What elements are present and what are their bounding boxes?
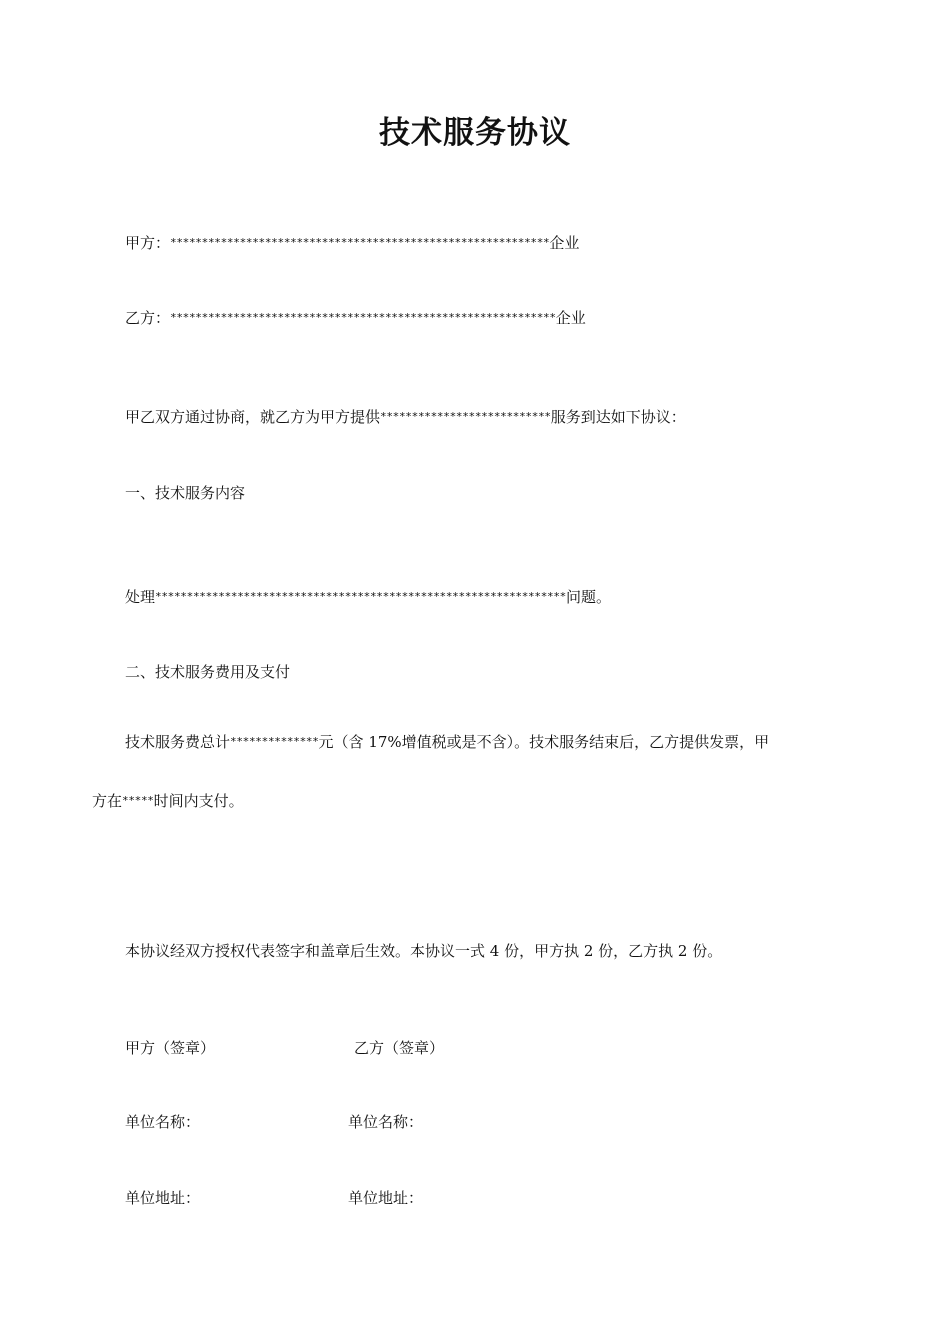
section-2-heading: 二、技术服务费用及支付 [125,663,291,681]
party-a-line [125,232,579,254]
party-b-signature-label: 乙方（签章） [354,1039,445,1057]
intro-prefix: 甲乙双方通过协商，就乙方为甲方提供 [125,408,381,426]
intro-suffix: 服务到达如下协议： [550,408,686,426]
party-a-name-mask: ************************************************************ [170,236,550,249]
fee-paragraph-line-2 [92,790,244,812]
party-b-unit-address: 单位地址： [348,1189,424,1207]
fee-paragraph-line-1 [125,731,870,753]
party-a-signature-label: 甲方（签章） [125,1039,216,1057]
party-b-name-mask: ************************************************************* [170,311,556,324]
fee-line2-suffix: 时间内支付。 [153,792,244,810]
document-title: 技术服务协议 [379,115,571,151]
validity-clause: 本协议经双方授权代表签字和盖章后生效。本协议一式 4 份，甲方执 2 份，乙方执 2 份。 [125,942,723,960]
content-mask: ***************************************************************** [155,590,566,603]
party-a-unit-name: 单位名称： [125,1113,201,1131]
party-a-unit-address: 单位地址： [125,1189,201,1207]
intro-service-mask: *************************** [380,410,551,423]
content-suffix: 问题。 [565,588,611,606]
content-prefix: 处理 [125,588,156,606]
fee-middle: 元（含 17%增值税或是不含）。技术服务结束后，乙方提供发票，甲 [318,733,770,751]
party-b-unit-name: 单位名称： [348,1113,424,1131]
party-b-label: 乙方： [125,309,171,327]
fee-line2-mask: ***** [122,794,154,807]
party-b-line [125,307,586,329]
fee-line2-prefix: 方在 [92,792,123,810]
party-a-suffix: 企业 [549,234,580,252]
intro-paragraph [125,406,686,428]
section-1-content [125,586,611,608]
fee-prefix: 技术服务费总计 [125,733,231,751]
fee-mask: ************** [230,735,319,748]
section-1-heading: 一、技术服务内容 [125,484,246,502]
party-b-suffix: 企业 [555,309,586,327]
party-a-label: 甲方： [125,234,171,252]
